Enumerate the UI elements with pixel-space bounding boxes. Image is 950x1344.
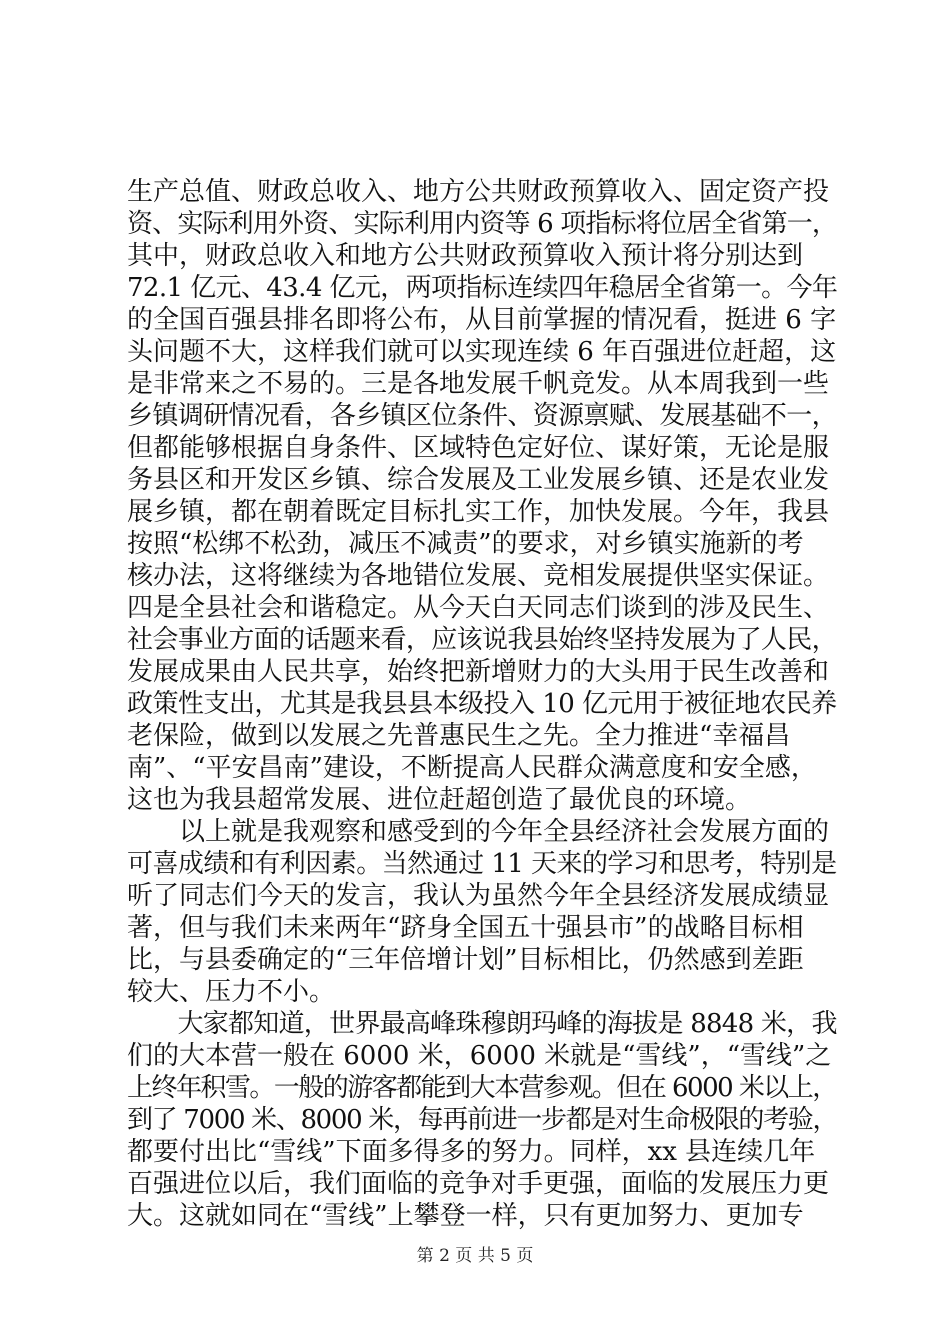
text-line: 以上就是我观察和感受到的今年全县经济社会发展方面的 bbox=[127, 817, 830, 847]
text-line: 这也为我县超常发展、进位赶超创造了最优良的环境。 bbox=[127, 785, 752, 815]
document-body bbox=[127, 176, 837, 1232]
text-line: 社会事业方面的话题来看，应该说我县始终坚持发展为了人民， bbox=[127, 625, 838, 655]
text-line: 四是全县社会和谐稳定。从今天白天同志们谈到的涉及民生、 bbox=[127, 593, 830, 623]
text-line: 到了 7000 米、8000 米，每再前进一步都是对生命极限的考验， bbox=[127, 1105, 838, 1135]
text-line: 大家都知道，世界最高峰珠穆朗玛峰的海拔是 8848 米，我 bbox=[127, 1009, 837, 1039]
text-line: 可喜成绩和有利因素。当然通过 11 天来的学习和思考，特别是 bbox=[127, 849, 837, 879]
text-line: 头问题不大，这样我们就可以实现连续 6 年百强进位赶超，这 bbox=[127, 337, 837, 367]
text-line: 但都能够根据自身条件、区域特色定好位、谋好策，无论是服 bbox=[127, 433, 830, 463]
text-line: 其中，财政总收入和地方公共财政预算收入预计将分别达到 bbox=[127, 241, 804, 271]
text-line: 著，但与我们未来两年“跻身全国五十强县市”的战略目标相 bbox=[127, 913, 804, 943]
text-line: 资、实际利用外资、实际利用内资等 6 项指标将位居全省第一， bbox=[127, 209, 838, 239]
text-line: 比，与县委确定的“三年倍增计划”目标相比，仍然感到差距 bbox=[127, 945, 804, 975]
text-line: 展乡镇，都在朝着既定目标扎实工作，加快发展。今年，我县 bbox=[127, 497, 830, 527]
text-line: 较大、压力不小。 bbox=[127, 977, 336, 1007]
text-line: 生产总值、财政总收入、地方公共财政预算收入、固定资产投 bbox=[127, 177, 830, 207]
text-line: 听了同志们今天的发言，我认为虽然今年全县经济发展成绩显 bbox=[127, 881, 830, 911]
text-line: 是非常来之不易的。三是各地发展千帆竞发。从本周我到一些 bbox=[127, 369, 830, 399]
text-line: 乡镇调研情况看，各乡镇区位条件、资源禀赋、发展基础不一， bbox=[127, 401, 838, 431]
text-line: 72.1 亿元、43.4 亿元，两项指标连续四年稳居全省第一。今年 bbox=[127, 273, 838, 303]
text-line: 百强进位以后，我们面临的竞争对手更强，面临的发展压力更 bbox=[127, 1169, 830, 1199]
text-line: 上终年积雪。一般的游客都能到大本营参观。但在 6000 米以上， bbox=[127, 1073, 837, 1103]
text-line: 都要付出比“雪线”下面多得多的努力。同样，xx 县连续几年 bbox=[127, 1137, 816, 1167]
page-footer: 第 2 页 共 5 页 bbox=[416, 1246, 534, 1266]
text-line: 政策性支出，尤其是我县县本级投入 10 亿元用于被征地农民养 bbox=[127, 689, 837, 719]
text-line: 按照“松绑不松劲，减压不减责”的要求，对乡镇实施新的考 bbox=[127, 529, 804, 559]
text-line: 南”、“平安昌南”建设，不断提高人民群众满意度和安全感， bbox=[127, 753, 817, 783]
text-line: 发展成果由人民共享，始终把新增财力的大头用于民生改善和 bbox=[127, 657, 830, 687]
text-line: 大。这就如同在“雪线”上攀登一样，只有更加努力、更加专 bbox=[127, 1201, 804, 1231]
text-line: 老保险，做到以发展之先普惠民生之先。全力推进“幸福昌 bbox=[127, 721, 791, 751]
text-line: 务县区和开发区乡镇、综合发展及工业发展乡镇、还是农业发 bbox=[127, 465, 830, 495]
text-line: 的全国百强县排名即将公布，从目前掌握的情况看，挺进 6 字 bbox=[127, 305, 837, 335]
text-line: 核办法，这将继续为各地错位发展、竞相发展提供坚实保证。 bbox=[127, 561, 830, 591]
text-line: 们的大本营一般在 6000 米，6000 米就是“雪线”，“雪线”之 bbox=[127, 1041, 832, 1071]
